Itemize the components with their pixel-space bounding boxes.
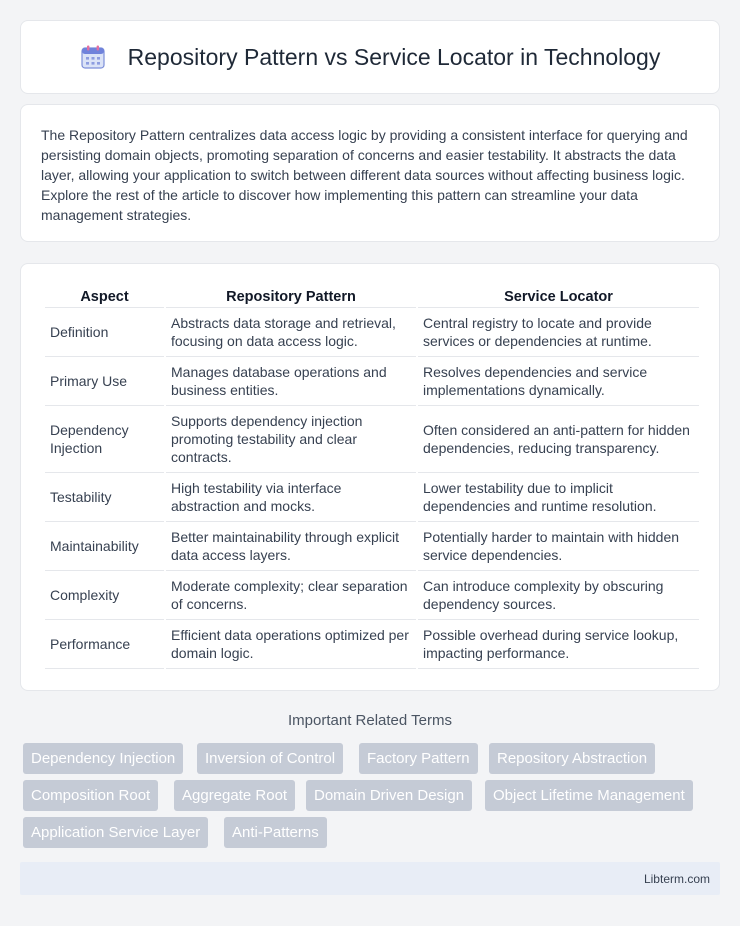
table-row xyxy=(45,522,699,571)
related-term-tag[interactable]: Inversion of Control xyxy=(197,743,343,774)
table-row xyxy=(45,357,699,406)
comparison-card xyxy=(20,263,720,691)
page-title: Repository Pattern vs Service Locator in Technology xyxy=(127,43,661,70)
related-term-tag[interactable]: Domain Driven Design xyxy=(306,780,472,811)
repository-cell: Supports dependency injection promoting testability and clear contracts. xyxy=(166,406,416,473)
repository-cell: Moderate complexity; clear separation of concerns. xyxy=(166,571,416,620)
aspect-cell: Maintainability xyxy=(45,522,164,571)
header-service-locator: Service Locator xyxy=(418,284,699,308)
service-locator-cell: Lower testability due to implicit dependencies and runtime resolution. xyxy=(418,473,699,522)
calendar-icon xyxy=(80,44,106,70)
table-row xyxy=(45,571,699,620)
aspect-cell: Performance xyxy=(45,620,164,669)
service-locator-cell: Can introduce complexity by obscuring dependency sources. xyxy=(418,571,699,620)
footer xyxy=(20,862,720,895)
table-row xyxy=(45,308,699,357)
header-repository-pattern: Repository Pattern xyxy=(166,284,416,308)
repository-cell: Abstracts data storage and retrieval, focusing on data access logic. xyxy=(166,308,416,357)
aspect-cell: Dependency Injection xyxy=(45,406,164,473)
related-term-tag[interactable]: Repository Abstraction xyxy=(489,743,655,774)
aspect-cell: Definition xyxy=(45,308,164,357)
header-aspect: Aspect xyxy=(45,284,164,308)
related-term-tag[interactable]: Factory Pattern xyxy=(359,743,478,774)
aspect-cell: Complexity xyxy=(45,571,164,620)
service-locator-cell: Possible overhead during service lookup, impacting performance. xyxy=(418,620,699,669)
table-row xyxy=(45,620,699,669)
table-row xyxy=(45,473,699,522)
related-term-tag[interactable]: Composition Root xyxy=(23,780,158,811)
service-locator-cell: Central registry to locate and provide services or dependencies at runtime. xyxy=(418,308,699,357)
repository-cell: High testability via interface abstraction and mocks. xyxy=(166,473,416,522)
table-row xyxy=(45,406,699,473)
related-term-tag[interactable]: Object Lifetime Management xyxy=(485,780,693,811)
repository-cell: Better maintainability through explicit data access layers. xyxy=(166,522,416,571)
page-header xyxy=(20,20,720,94)
repository-cell: Manages database operations and business entities. xyxy=(166,357,416,406)
related-term-tag[interactable]: Dependency Injection xyxy=(23,743,183,774)
footer-site-link[interactable]: Libterm.com xyxy=(643,872,710,886)
related-term-tag[interactable]: Aggregate Root xyxy=(174,780,295,811)
related-terms-title: Important Related Terms xyxy=(288,712,452,729)
table-header-row xyxy=(45,284,699,308)
aspect-cell: Primary Use xyxy=(45,357,164,406)
repository-cell: Efficient data operations optimized per domain logic. xyxy=(166,620,416,669)
related-term-tag[interactable]: Application Service Layer xyxy=(23,817,208,848)
intro-text: The Repository Pattern centralizes data access logic by providing a consistent interface for querying and persisting domain objects, promoting separation of concerns and easier testability. It abstracts the data layer, allowing your application to switch between different data sources without affecting business logic. Explore the rest of the article to discover how implementing this pattern can streamline your data management strategies. xyxy=(41,127,688,223)
aspect-cell: Testability xyxy=(45,473,164,522)
related-term-tag[interactable]: Anti-Patterns xyxy=(224,817,327,848)
service-locator-cell: Often considered an anti-pattern for hidden dependencies, reducing transparency. xyxy=(418,406,699,473)
service-locator-cell: Potentially harder to maintain with hidden service dependencies. xyxy=(418,522,699,571)
intro-card xyxy=(20,104,720,242)
service-locator-cell: Resolves dependencies and service implementations dynamically. xyxy=(418,357,699,406)
comparison-table xyxy=(43,284,701,669)
